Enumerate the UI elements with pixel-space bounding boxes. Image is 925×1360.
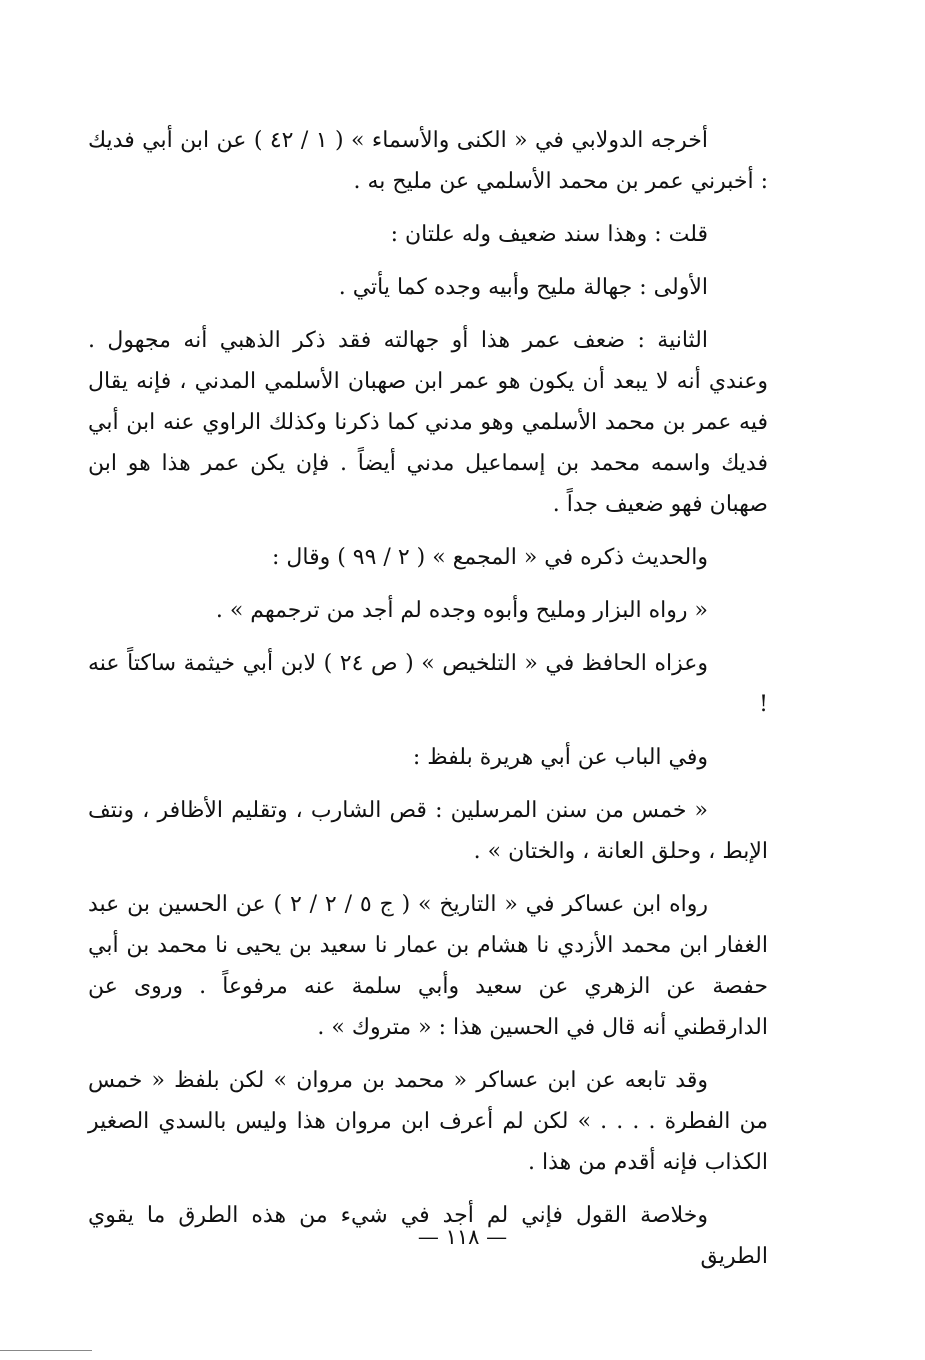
footnote-rule: [0, 1350, 92, 1351]
paragraph-isnad-weakness: قلت : وهذا سند ضعيف وله علتان :: [390, 222, 708, 247]
paragraph-abu-hurayra-intro: وفي الباب عن أبي هريرة بلفظ :: [412, 745, 708, 770]
paragraph-takhrij-dulabi: أخرجه الدولابي في « الكنى والأسماء » ( ١ / ٤٢ ) عن ابن أبي فديك : أخبرني عمر بن محمد الأسلمي عن مليح به .: [88, 128, 768, 194]
paragraph-conclusion: وخلاصة القول فإني لم أجد في شيء من هذه الطرق ما يقوي الطريق: [88, 1203, 768, 1269]
paragraph-first-defect: الأولى : جهالة مليح وأبيه وجده كما يأتي .: [338, 275, 708, 300]
paragraph-talkhis-reference: وعزاه الحافظ في « التلخيص » ( ص ٢٤ ) لابن أبي خيثمة ساكتاً عنه !: [88, 651, 768, 717]
paragraph-hadith-text: « خمس من سنن المرسلين : قص الشارب ، وتقليم الأظافر ، ونتف الإبط ، وحلق العانة ، والختان » .: [88, 798, 768, 864]
paragraph-ibn-asakir: رواه ابن عساكر في « التاريخ » ( ج ٥ / ٢ / ٢ ) عن الحسين بن عبد الغفار ابن محمد الأزدي نا هشام بن عمار نا سعيد بن يحيى نا محمد بن أبي حفصة عن الزهري عن سعيد وأبي سلمة عنه مرفوعاً . وروى عن الدارقطني أنه قال في الحسين هذا : « متروك » .: [88, 892, 768, 1040]
paragraph-second-defect: الثانية : ضعف عمر هذا أو جهالته فقد ذكر الذهبي أنه مجهول . وعندي أنه لا يبعد أن يكون هو عمر ابن صهبان الأسلمي المدني ، فإنه يقال فيه عمر بن محمد الأسلمي وهو مدني كما ذكرنا وكذلك الراوي عنه ابن أبي فديك واسمه محمد بن إسماعيل مدني أيضاً . فإن يكن عمر هذا هو ابن صهبان فهو ضعيف جداً .: [88, 328, 768, 517]
paragraph-majma-reference: والحديث ذكره في « المجمع » ( ٢ / ٩٩ ) وقال :: [271, 545, 708, 570]
page-body: [88, 120, 768, 1289]
paragraph-majma-quote: « رواه البزار ومليح وأبوه وجده لم أجد من ترجمهم » .: [215, 598, 708, 623]
page-number: — ١١٨ —: [417, 1225, 508, 1249]
paragraph-mutaba-marwan: وقد تابعه عن ابن عساكر « محمد بن مروان » لكن بلفظ « خمس من الفطرة . . . . » لكن لم أعرف ابن مروان هذا وليس بالسدي الصغير الكذاب فإنه أقدم من هذا .: [88, 1068, 768, 1175]
